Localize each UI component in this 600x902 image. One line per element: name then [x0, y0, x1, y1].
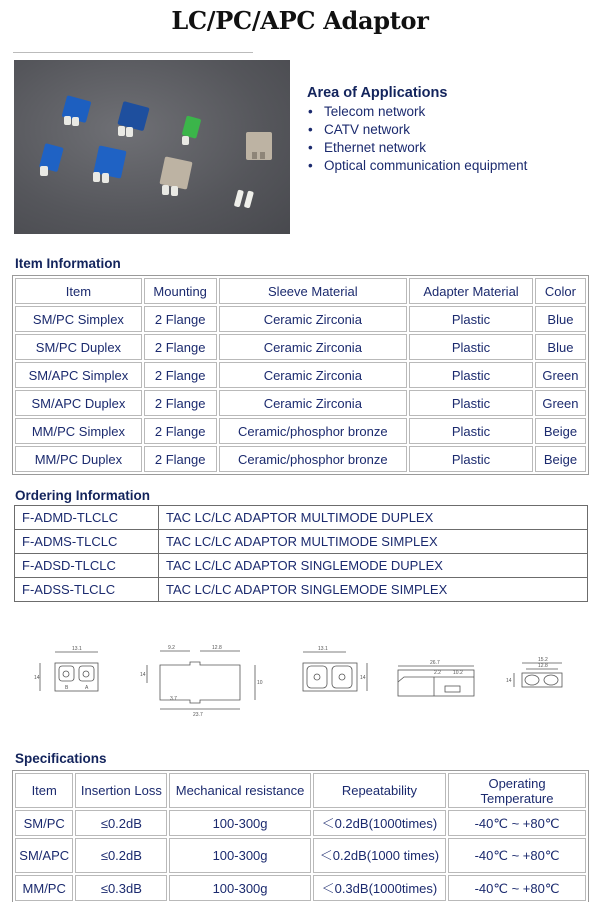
- cell-adapter: Plastic: [409, 418, 533, 444]
- header-cell: Item: [15, 278, 142, 304]
- dim-label: 9.2: [168, 645, 175, 651]
- adapter-beige-duplex-1: [246, 132, 272, 160]
- dim-label: 14: [506, 678, 512, 684]
- cell-mechanical-resistance: 100-300g: [169, 810, 310, 836]
- ordering-information-heading: Ordering Information: [15, 488, 150, 503]
- header-cell: Adapter Material: [409, 278, 533, 304]
- table-row: [15, 334, 586, 360]
- drawing-side-profile: [140, 645, 263, 718]
- cell-operating-temperature: -40℃ ~ +80℃: [448, 875, 586, 901]
- cell-mounting: 2 Flange: [144, 306, 217, 332]
- adapter-green-simplex: [182, 116, 202, 145]
- drawing-top-view: [398, 660, 474, 696]
- cell-adapter: Plastic: [409, 362, 533, 388]
- item-information-table: [12, 275, 589, 475]
- table-row: [15, 418, 586, 444]
- header-cell: Mounting: [144, 278, 217, 304]
- cell-insertion-loss: ≤0.3dB: [75, 875, 167, 901]
- cell-insertion-loss: ≤0.2dB: [75, 810, 167, 836]
- table-row: [15, 390, 586, 416]
- cell-sleeve: Ceramic Zirconia: [219, 390, 408, 416]
- ceramic-sleeves: [234, 189, 254, 208]
- dim-label: 10.2: [453, 670, 463, 676]
- table-header-row: [15, 773, 586, 808]
- cell-mounting: 2 Flange: [144, 390, 217, 416]
- dim-label: 12.8: [538, 663, 548, 669]
- cell-adapter: Plastic: [409, 446, 533, 472]
- cell-sleeve: Ceramic/phosphor bronze: [219, 418, 408, 444]
- table-row: [15, 530, 588, 554]
- dim-label: 23.7: [193, 712, 203, 718]
- cell-operating-temperature: -40℃ ~ +80℃: [448, 838, 586, 873]
- cell-item: SM/APC Simplex: [15, 362, 142, 388]
- cell-item: SM/PC: [15, 810, 73, 836]
- dim-label: 12.8: [212, 645, 222, 651]
- cell-sleeve: Ceramic Zirconia: [219, 334, 408, 360]
- cell-sleeve: Ceramic/phosphor bronze: [219, 446, 408, 472]
- cell-part-number: F-ADSS-TLCLC: [15, 578, 159, 602]
- cell-item: MM/PC Duplex: [15, 446, 142, 472]
- cell-part-number: F-ADSD-TLCLC: [15, 554, 159, 578]
- table-row: [15, 506, 588, 530]
- dimension-drawings: [0, 630, 600, 730]
- cell-sleeve: Ceramic Zirconia: [219, 306, 408, 332]
- cell-item: MM/PC: [15, 875, 73, 901]
- dim-label: 3.7: [170, 696, 177, 702]
- cell-item: SM/APC Duplex: [15, 390, 142, 416]
- header-cell: Item: [15, 773, 73, 808]
- table-row: [15, 810, 586, 836]
- cell-repeatability: ＜0.2dB(1000 times): [313, 838, 446, 873]
- dim-label: 13.1: [72, 646, 82, 652]
- port-label: B: [65, 685, 69, 691]
- cell-adapter: Plastic: [409, 390, 533, 416]
- applications-heading: Area of Applications: [307, 85, 448, 101]
- adapter-blue-duplex-2: [117, 101, 149, 137]
- cell-color: Beige: [535, 418, 586, 444]
- header-cell: Color: [535, 278, 586, 304]
- drawing-rear-view: [506, 657, 562, 687]
- table-row: [15, 875, 586, 901]
- port-label: A: [85, 685, 89, 691]
- header-cell: Sleeve Material: [219, 278, 408, 304]
- specifications-table: [12, 770, 589, 902]
- applications-list: [307, 103, 527, 175]
- cell-mechanical-resistance: 100-300g: [169, 838, 310, 873]
- dim-label: 26.7: [430, 660, 440, 666]
- title-divider: [13, 52, 253, 53]
- table-row: [15, 578, 588, 602]
- specifications-heading: Specifications: [15, 751, 107, 766]
- application-item: • CATV network: [307, 121, 527, 139]
- item-information-heading: Item Information: [15, 256, 121, 271]
- table-header-row: [15, 278, 586, 304]
- cell-item: SM/PC Simplex: [15, 306, 142, 332]
- cell-repeatability: ＜0.2dB(1000times): [313, 810, 446, 836]
- cell-mounting: 2 Flange: [144, 362, 217, 388]
- cell-part-number: F-ADMS-TLCLC: [15, 530, 159, 554]
- dim-label: 15.2: [538, 657, 548, 663]
- dim-label: 14: [140, 672, 146, 678]
- cell-color: Blue: [535, 306, 586, 332]
- page-title: LC/PC/APC Adaptor: [171, 6, 429, 35]
- cell-mechanical-resistance: 100-300g: [169, 875, 310, 901]
- drawing-front-duplex-2: [303, 646, 367, 691]
- dim-label: 13.1: [318, 646, 328, 652]
- header-cell: Insertion Loss: [75, 773, 167, 808]
- application-item: • Ethernet network: [307, 139, 527, 157]
- ordering-information-table: [14, 505, 588, 602]
- application-item: • Optical communication equipment: [307, 157, 527, 175]
- table-row: [15, 446, 586, 472]
- dim-label: 14: [34, 675, 40, 681]
- header-cell: Operating Temperature: [448, 773, 586, 808]
- cell-description: TAC LC/LC ADAPTOR SINGLEMODE DUPLEX: [159, 554, 588, 578]
- cell-color: Green: [535, 390, 586, 416]
- cell-color: Beige: [535, 446, 586, 472]
- drawing-front-duplex: [34, 646, 98, 691]
- adapter-blue-duplex-1: [62, 95, 92, 126]
- cell-description: TAC LC/LC ADAPTOR SINGLEMODE SIMPLEX: [159, 578, 588, 602]
- header-cell: Repeatability: [313, 773, 446, 808]
- cell-description: TAC LC/LC ADAPTOR MULTIMODE DUPLEX: [159, 506, 588, 530]
- dim-label: 14: [360, 675, 366, 681]
- adapter-blue-simplex: [39, 143, 64, 176]
- cell-operating-temperature: -40℃ ~ +80℃: [448, 810, 586, 836]
- cell-color: Green: [535, 362, 586, 388]
- table-row: [15, 554, 588, 578]
- cell-item: SM/APC: [15, 838, 73, 873]
- dim-label: 2.2: [434, 670, 441, 676]
- table-row: [15, 362, 586, 388]
- cell-part-number: F-ADMD-TLCLC: [15, 506, 159, 530]
- product-photo: [14, 60, 290, 234]
- cell-adapter: Plastic: [409, 334, 533, 360]
- adapter-blue-duplex-3: [93, 145, 127, 183]
- table-row: [15, 306, 586, 332]
- cell-sleeve: Ceramic Zirconia: [219, 362, 408, 388]
- cell-adapter: Plastic: [409, 306, 533, 332]
- cell-mounting: 2 Flange: [144, 446, 217, 472]
- application-item: • Telecom network: [307, 103, 527, 121]
- cell-mounting: 2 Flange: [144, 418, 217, 444]
- adapter-beige-duplex-2: [159, 156, 192, 196]
- cell-item: MM/PC Simplex: [15, 418, 142, 444]
- applications-section: [307, 85, 527, 175]
- dim-label: 10: [257, 680, 263, 686]
- cell-insertion-loss: ≤0.2dB: [75, 838, 167, 873]
- table-row: [15, 838, 586, 873]
- header-cell: Mechanical resistance: [169, 773, 310, 808]
- cell-repeatability: ＜0.3dB(1000times): [313, 875, 446, 901]
- cell-item: SM/PC Duplex: [15, 334, 142, 360]
- cell-mounting: 2 Flange: [144, 334, 217, 360]
- cell-color: Blue: [535, 334, 586, 360]
- cell-description: TAC LC/LC ADAPTOR MULTIMODE SIMPLEX: [159, 530, 588, 554]
